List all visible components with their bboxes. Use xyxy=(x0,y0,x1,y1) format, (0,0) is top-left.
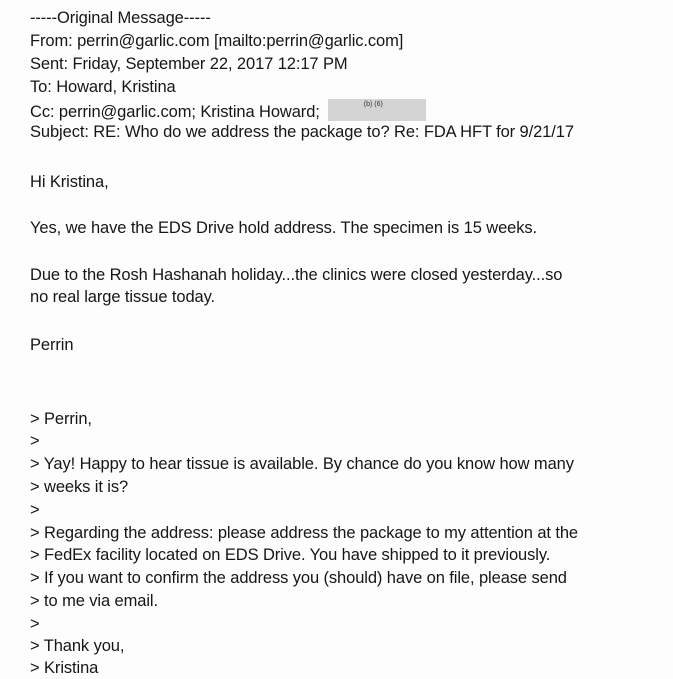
quoted-line: > Perrin, xyxy=(30,410,92,428)
quoted-line: > Thank you, xyxy=(30,637,125,655)
cc-text: Cc: perrin@garlic.com; Kristina Howard; xyxy=(30,103,320,121)
signature: Perrin xyxy=(30,336,74,354)
greeting: Hi Kristina, xyxy=(30,173,109,191)
sent-line: Sent: Friday, September 22, 2017 12:17 PM xyxy=(30,55,348,73)
to-line xyxy=(30,77,176,97)
quoted-line: > Yay! Happy to hear tissue is available. By chance do you know how many xyxy=(30,455,574,473)
redaction-code: (b) (6) xyxy=(363,101,383,108)
to-text: To: Howard, Kristina xyxy=(30,78,176,96)
quoted-line: > xyxy=(30,615,40,633)
from-line: From: perrin@garlic.com [mailto:perrin@garlic.com] xyxy=(30,32,404,50)
quoted-line: > Kristina xyxy=(30,659,99,677)
original-message-separator: -----Original Message----- xyxy=(30,9,211,27)
cc-line xyxy=(30,99,426,122)
body-paragraph-1: Yes, we have the EDS Drive hold address. The specimen is 15 weeks. xyxy=(30,219,538,237)
redaction-box xyxy=(328,99,426,121)
body-paragraph-2-line-2: no real large tissue today. xyxy=(30,288,216,306)
quoted-line: > weeks it is? xyxy=(30,478,129,496)
quoted-line: > FedEx facility located on EDS Drive. You have shipped to it previously. xyxy=(30,546,551,564)
body-paragraph-2-line-1: Due to the Rosh Hashanah holiday...the clinics were closed yesterday...so xyxy=(30,266,563,284)
quoted-line: > xyxy=(30,501,40,519)
quoted-line: > If you want to confirm the address you (should) have on file, please send xyxy=(30,569,567,587)
quoted-line: > xyxy=(30,432,40,450)
quoted-line: > to me via email. xyxy=(30,592,158,610)
quoted-line: > Regarding the address: please address the package to my attention at the xyxy=(30,524,579,542)
subject-line: Subject: RE: Who do we address the package to? Re: FDA HFT for 9/21/17 xyxy=(30,123,574,141)
